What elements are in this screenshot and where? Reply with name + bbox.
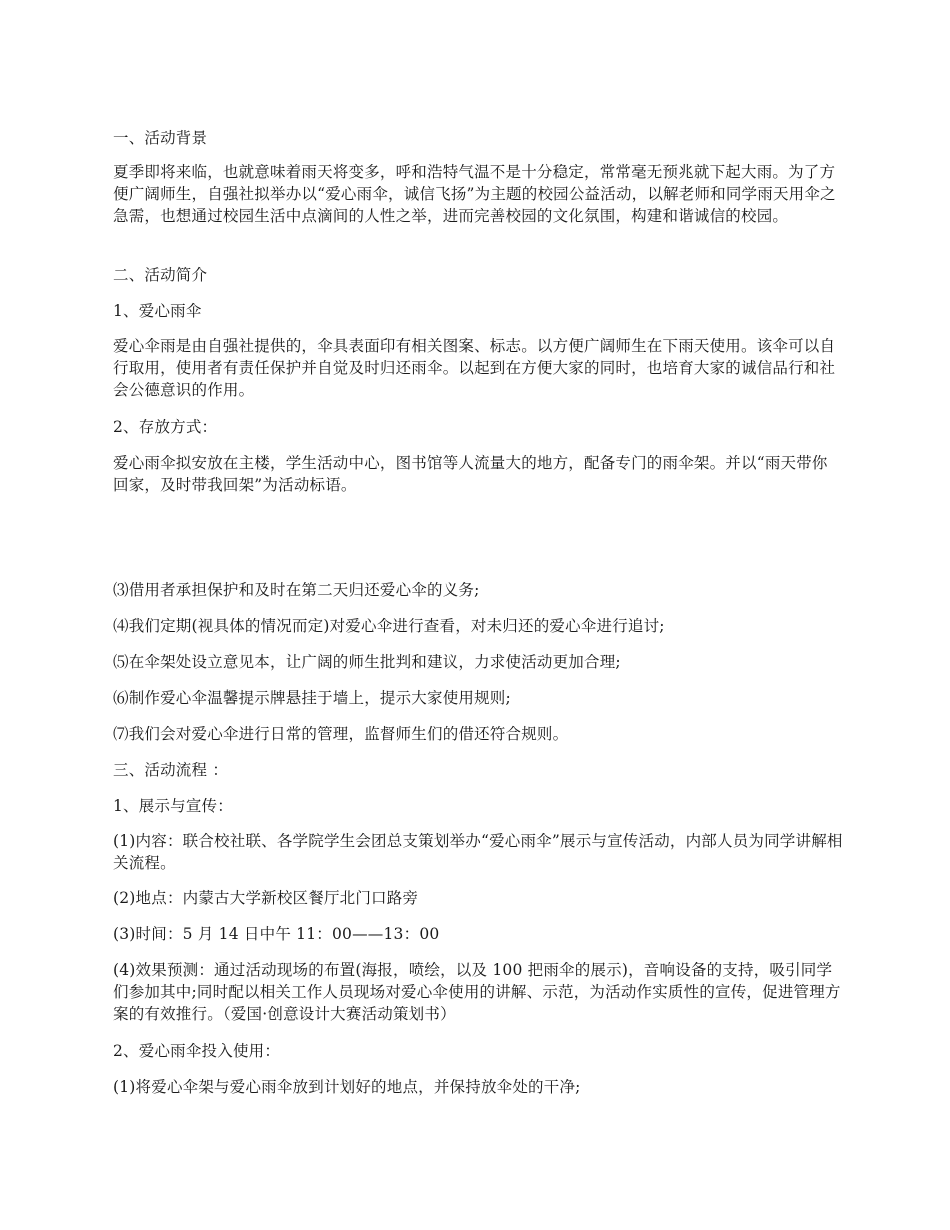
paragraph-content: (1)内容：联合校社联、各学院学生会团总支策划举办“爱心雨伞”展示与宣传活动，内部人员为同学讲解相关流程。 bbox=[113, 832, 843, 872]
list-item-4: ⑷我们定期(视具体的情况而定)对爱心伞进行查看，对未归还的爱心伞进行追讨; bbox=[113, 617, 665, 635]
heading-activity-background: 一、活动背景 bbox=[113, 129, 208, 147]
paragraph-background: 夏季即将来临，也就意味着雨天将变多，呼和浩特气温不是十分稳定，常常毫无预兆就下起大雨。为了方便广阔师生，自强社拟举办以“爱心雨伞，诚信飞扬”为主题的校园公益活动，以解老师和同学雨天用伞之急需，也想通过校园生活中点滴间的人性之举，进而完善校园的文化氛围，构建和谐诚信的校园。 bbox=[113, 163, 836, 225]
list-item-5: ⑸在伞架处设立意见本，让广阔的师生批判和建议，力求使活动更加合理; bbox=[113, 653, 621, 671]
paragraph-location: (2)地点：内蒙古大学新校区餐厅北门口路旁 bbox=[113, 889, 419, 907]
heading-activity-process: 三、活动流程 ： bbox=[113, 761, 229, 779]
list-item-3: ⑶借用者承担保护和及时在第二天归还爱心伞的义务; bbox=[113, 581, 480, 599]
heading-activity-intro: 二、活动简介 bbox=[113, 266, 208, 284]
paragraph-umbrella-intro: 爱心伞雨是由自强社提供的，伞具表面印有相关图案、标志。以方便广阔师生在下雨天使用。该伞可以自行取用，使用者有责任保护并自觉及时归还雨伞。以起到在方便大家的同时，也培育大家的诚信品行和社会公德意识的作用。 bbox=[113, 337, 836, 399]
paragraph-place-umbrellas: (1)将爱心伞架与爱心雨伞放到计划好的地点，并保持放伞处的干净; bbox=[113, 1078, 581, 1096]
subheading-umbrella-in-use: 2、爱心雨伞投入使用： bbox=[113, 1042, 281, 1060]
subheading-storage: 2、存放方式： bbox=[113, 418, 218, 436]
list-item-6: ⑹制作爱心伞温馨提示牌悬挂于墙上，提示大家使用规则; bbox=[113, 689, 511, 707]
paragraph-time: (3)时间：5 月 14 日中午 11：00——13：00 bbox=[113, 925, 440, 943]
subheading-love-umbrella: 1、爱心雨伞 bbox=[113, 302, 202, 320]
subheading-display-promotion: 1、展示与宣传： bbox=[113, 797, 233, 815]
list-item-7: ⑺我们会对爱心伞进行日常的管理，监督师生们的借还符合规则。 bbox=[113, 725, 569, 743]
paragraph-storage: 爱心雨伞拟安放在主楼，学生活动中心，图书馆等人流量大的地方，配备专门的雨伞架。并以“雨天带你回家，及时带我回架”为活动标语。 bbox=[113, 454, 828, 494]
paragraph-effect-forecast: (4)效果预测：通过活动现场的布置(海报，喷绘，以及 100 把雨伞的展示)，音响设备的支持，吸引同学们参加其中;同时配以相关工作人员现场对爱心伞使用的讲解、示范，为活动作实质性的宣传，促进管理方案的有效推行。（爱国·创意设计大赛活动策划书） bbox=[113, 961, 841, 1023]
